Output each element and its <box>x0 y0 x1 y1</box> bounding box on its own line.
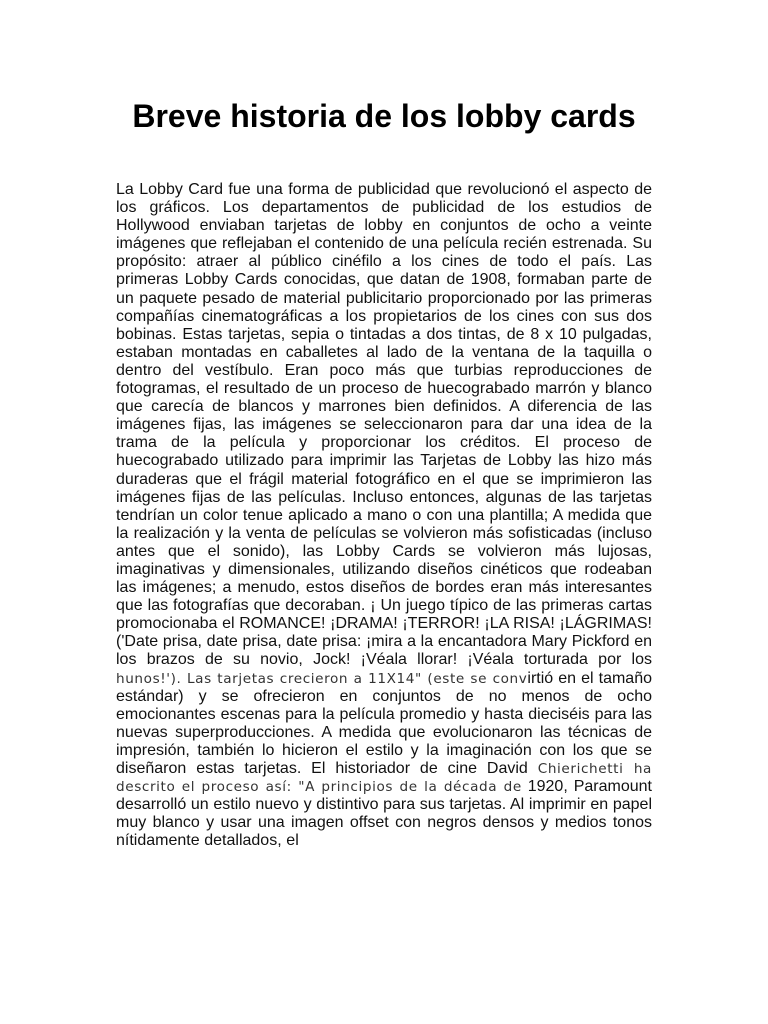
body-text-segment-5: 1920, Paramount desarrolló un estilo nuevo y distintivo para sus tarjetas. Al imprimir en papel muy blanco y usar una imagen offset con negros densos y medios tonos nítidamente detallados, el <box>116 778 652 850</box>
document-body-paragraph <box>116 181 652 850</box>
body-text-segment-1: La Lobby Card fue una forma de publicidad que revolucionó el aspecto de los gráficos. Los departamentos de publicidad de los estudios de Hollywood enviaban tarjetas de lobby en conjuntos de ocho a veinte imágenes que reflejaban el contenido de una película recién estrenada. Su propósito: atraer al público cinéfilo a los cines de todo el país. Las primeras Lobby Cards conocidas, que datan de 1908, formaban parte de un paquete pesado de material publicitario proporcionado por las primeras compañías cinematográficas a los propietarios de los cines con sus dos bobinas. Estas tarjetas, sepia o tintadas a dos tintas, de 8 x 10 pulgadas, estaban montadas en caballetes al lado de la ventana de la taquilla o dentro del vestíbulo. Eran poco más que turbias reproducciones de fotogramas, el resultado de un proceso de huecograbado marrón y blanco que carecía de blancos y marrones bien definidos. A diferencia de las imágenes fijas, las imágenes se seleccionaron para dar una idea de la trama de la película y proporcionar los créditos. El proceso de huecograbado utilizado para imprimir las Tarjetas de Lobby las hizo más duraderas que el frágil material fotográfico en el que se imprimieron las imágenes fijas de las películas. Incluso entonces, algunas de las tarjetas tendrían un color tenue aplicado a mano o con una plantilla; A medida que la realización y la venta de películas se volvieron más sofisticadas (incluso antes que el sonido), las Lobby Cards se volvieron más lujosas, imaginativas y dimensionales, utilizando diseños cinéticos que rodeaban las imágenes; a menudo, estos diseños de bordes eran más interesantes que las fotografías que decoraban. ¡ Un juego típico de las primeras cartas promocionaba el ROMANCE! ¡DRAMA! ¡TERROR! ¡LA RISA! ¡LÁGRIMAS! ('Date prisa, date prisa, date prisa: ¡mira a la encantadora Mary Pickford en los brazos de su novio, Jock! ¡Véala llorar! ¡Véala torturada por los <box>116 181 652 669</box>
document-title: Breve historia de los lobby cards <box>132 98 636 134</box>
body-text-segment-3: irtió en el tamaño estándar) y se ofrecieron en conjuntos de no menos de ocho emocionantes escenas para la película promedio y hasta dieciséis para las nuevas superproducciones. A medida que evolucionaron las técnicas de impresión, también lo hicieron el estilo y la imaginación con los que se diseñaron estas tarjetas. El historiador de cine David <box>116 669 652 777</box>
body-text-segment-2: hunos!'). Las tarjetas crecieron a 11X14" (este se conv <box>116 670 528 687</box>
body-text-segment-4: Chierichetti ha descrito el proceso así: "A principios de la década de <box>116 761 652 796</box>
